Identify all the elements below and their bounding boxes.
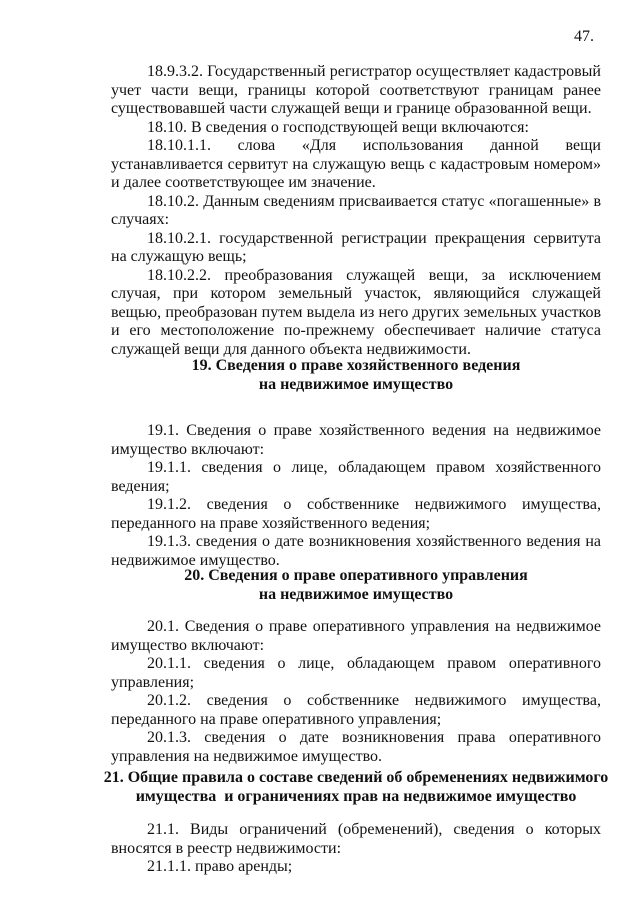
- paragraph: 18.10.1.1. слова «Для использования данной вещи устанавливается сервитут на служащую вещь с кадастровым номером» и далее соответствующее им значение.: [111, 137, 601, 191]
- paragraph: 20.1. Сведения о праве оперативного управления на недвижимое имущество включают:: [111, 618, 601, 654]
- section-19-paragraphs: [111, 422, 601, 570]
- paragraph: 18.10. В сведения о господствующей вещи включаются:: [147, 118, 529, 136]
- paragraph: 18.10.2.1. государственной регистрации прекращения сервитута на служащую вещь;: [111, 229, 601, 265]
- paragraph: 20.1.3. сведения о дате возникновения права оперативного управления на недвижимое имущество.: [111, 729, 601, 765]
- heading-line: 19. Сведения о праве хозяйственного ведения: [191, 357, 521, 374]
- paragraph: 20.1.2. сведения о собственнике недвижимого имущества, переданного на праве оперативного управления;: [111, 692, 601, 728]
- heading-line: 20. Сведения о праве оперативного управления: [184, 567, 528, 584]
- page-number: 47.: [574, 28, 594, 45]
- section-20-paragraphs: [111, 618, 601, 766]
- heading-line: на недвижимое имущество: [258, 375, 454, 393]
- paragraph: 19.1.2. сведения о собственнике недвижимого имущества, переданного на праве хозяйственного ведения;: [111, 496, 601, 532]
- paragraph: 21.1. Виды ограничений (обременений), сведения о которых вносятся в реестр недвижимости:: [111, 821, 601, 857]
- paragraph: 19.1.3. сведения о дате возникновения хозяйственного ведения на недвижимое имущество.: [111, 533, 601, 569]
- heading-line: на недвижимое имущество: [258, 585, 454, 603]
- section-20-heading: [100, 567, 612, 604]
- section-21-paragraphs: [111, 821, 601, 877]
- paragraph: 18.9.3.2. Государственный регистратор осуществляет кадастровый учет части вещи, границы которой соответствуют границам ранее существовавшей части служащей вещи и границе образованной вещи.: [111, 63, 601, 117]
- section-19-heading: [100, 357, 612, 394]
- heading-line: 21. Общие правила о составе сведений об обременениях недвижимого: [103, 769, 609, 786]
- paragraph: 18.10.2. Данным сведениям присваивается статус «погашенные» в случаях:: [111, 192, 601, 228]
- paragraph: 19.1.1. сведения о лице, обладающем правом хозяйственного ведения;: [111, 459, 601, 495]
- section-21-heading: [100, 769, 612, 806]
- heading-line: имущества и ограничениях прав на недвижимое имущество: [135, 787, 577, 805]
- paragraph: 19.1. Сведения о праве хозяйственного ведения на недвижимое имущество включают:: [111, 422, 601, 458]
- paragraph: 20.1.1. сведения о лице, обладающем правом оперативного управления;: [111, 655, 601, 691]
- paragraph: 21.1.1. право аренды;: [147, 858, 293, 875]
- section-18-paragraphs: [111, 63, 601, 359]
- paragraph: 18.10.2.2. преобразования служащей вещи, за исключением случая, при котором земельный участок, являющийся служащей вещью, преобразован путем выдела из него других земельных участков и его местоположение по-прежнему обеспечивает наличие статуса служащей вещи для данного объекта недвижимости.: [111, 266, 601, 358]
